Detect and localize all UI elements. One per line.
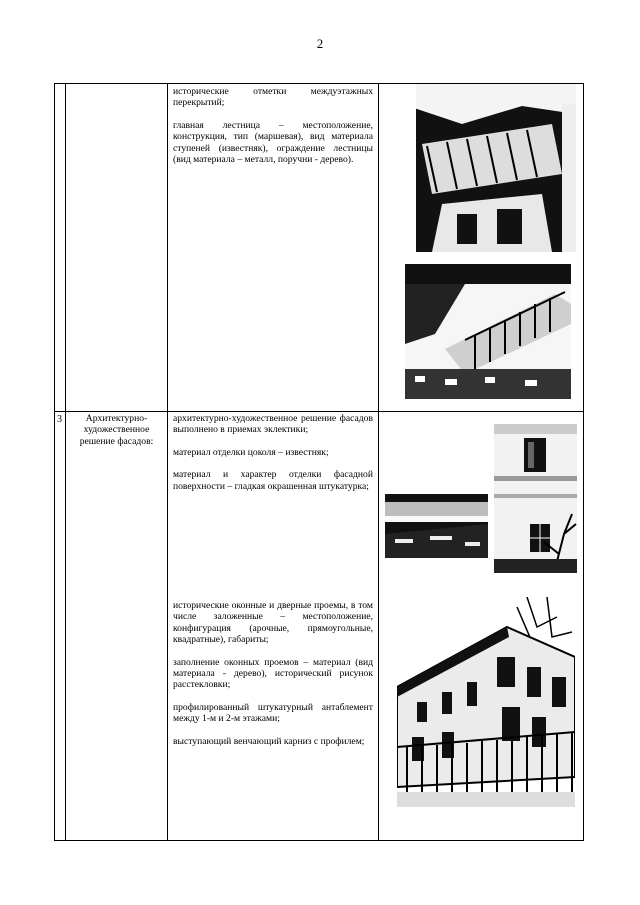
row-2-description-bottom	[173, 600, 373, 758]
row-name: Архитектурно-художественное решение фасадов:	[79, 413, 154, 447]
paragraph: исторические оконные и дверные проемы, в том числе заложенные – местоположение, конфигурация (арочные, прямоугольные, квадратные), габариты;	[173, 600, 373, 646]
paragraph: заполнение оконных проемов – материал (вид материала - дерево), исторический рисунок расстекловки;	[173, 656, 373, 691]
paragraph: главная лестница – местоположение, конструкция, тип (маршевая), вид материала ступеней (известняк), ограждение лестницы (вид материала – металл, поручни - дерево).	[173, 119, 373, 166]
staircase-photo-top	[402, 84, 576, 252]
paragraph: исторические отметки междуэтажных перекрытий;	[173, 86, 373, 109]
page-number: 2	[316, 36, 324, 51]
paragraph: архитектурно-художественное решение фасадов выполнено в приемах эклектики;	[173, 413, 373, 436]
column-divider	[167, 84, 168, 840]
row-2-description-top	[173, 413, 373, 503]
paragraph: материал и характер отделки фасадной поверхности – гладкая окрашенная штукатурка;	[173, 469, 373, 492]
facade-window-photo	[494, 424, 577, 573]
row-number: 3	[57, 414, 62, 425]
column-divider	[65, 84, 66, 840]
building-facade-photo	[397, 597, 575, 807]
plinth-detail-photo	[385, 494, 488, 558]
column-divider	[378, 84, 379, 840]
paragraph: выступающий венчающий карниз с профилем;	[173, 735, 365, 747]
paragraph: материал отделки цоколя – известняк;	[173, 446, 329, 458]
row-1-description	[173, 86, 373, 176]
row-divider	[55, 411, 583, 412]
staircase-photo-bottom	[405, 264, 571, 399]
paragraph: профилированный штукатурный антаблемент между 1-м и 2-м этажами;	[173, 701, 373, 725]
